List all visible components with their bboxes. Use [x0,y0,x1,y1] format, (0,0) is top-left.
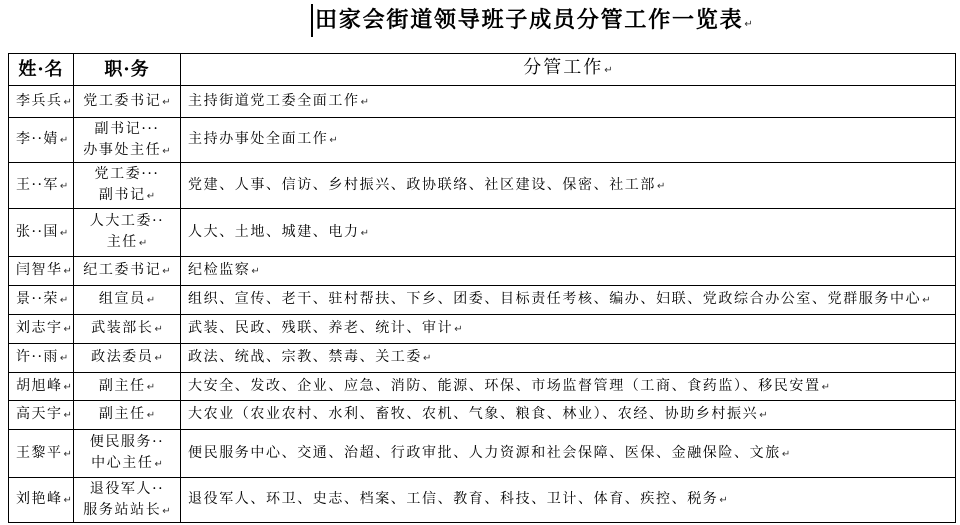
table-row [9,373,956,401]
table-row [9,286,956,315]
name-cell[interactable] [9,118,74,163]
duties-cell[interactable] [181,315,956,344]
duties-text: 主持街道党工委全面工作 ↵ [188,93,369,109]
table-row [9,257,956,286]
member-name: 李··婧 ↵ [16,131,68,147]
position-line: 服务站站长 ↵ [74,500,180,522]
position-cell[interactable] [74,286,181,315]
member-name: 张··国 ↵ [16,224,68,240]
position-line: 办事处主任 ↵ [74,140,180,162]
position-cell[interactable] [74,163,181,209]
duties-cell[interactable] [181,478,956,523]
text-cursor [311,4,313,37]
position-line: 党工委书记 ↵ [74,91,180,113]
position-cell[interactable] [74,209,181,257]
name-cell[interactable] [9,430,74,478]
position-cell[interactable] [74,86,181,118]
table-row [9,86,956,118]
member-name: 许··雨 ↵ [16,349,68,365]
position-line: 副主任 ↵ [74,376,180,398]
header-position-label: 职·务 [104,58,150,80]
position-cell[interactable] [74,257,181,286]
table-row [9,163,956,209]
member-name: 李兵兵 ↵ [16,93,72,109]
position-line: 武装部长 ↵ [74,318,180,340]
duties-cell[interactable] [181,430,956,478]
duties-text: 大农业（农业农村、水利、畜牧、农机、气象、粮食、林业）、农经、协助乡村振兴 ↵ [188,406,768,422]
title-paragraph[interactable] [315,6,753,34]
position-line: 党工委··· [94,166,160,182]
name-cell[interactable] [9,373,74,401]
member-name: 王黎平 ↵ [16,445,72,461]
table-row [9,344,956,373]
duties-cell[interactable] [181,344,956,373]
position-line: 人大工委·· [89,213,165,229]
member-name: 胡旭峰 ↵ [16,378,72,394]
table-row [9,401,956,430]
member-name: 闫智华 ↵ [16,262,72,278]
duties-text: 党建、人事、信访、乡村振兴、政协联络、社区建设、保密、社工部 ↵ [188,177,665,193]
name-cell[interactable] [9,344,74,373]
position-line: 副书记 ↵ [74,185,180,207]
duties-cell[interactable] [181,163,956,209]
table-row [9,315,956,344]
member-name: 高天宇 ↵ [16,406,72,422]
duties-cell[interactable] [181,373,956,401]
member-name: 刘志宇 ↵ [16,320,72,336]
header-name-label: 姓·名 [18,58,64,80]
name-cell[interactable] [9,163,74,209]
name-cell[interactable] [9,401,74,430]
duties-text: 武装、民政、残联、养老、统计、审计 ↵ [188,320,463,336]
position-cell[interactable] [74,315,181,344]
position-cell[interactable] [74,430,181,478]
duties-cell[interactable] [181,86,956,118]
duties-cell[interactable] [181,257,956,286]
position-line: 副主任 ↵ [74,404,180,426]
position-cell[interactable] [74,344,181,373]
table-row [9,430,956,478]
duties-text: 主持办事处全面工作 ↵ [188,131,338,147]
duties-text: 政法、统战、宗教、禁毒、关工委 ↵ [188,349,431,365]
header-cell-duties[interactable] [181,54,956,86]
position-line: 便民服务·· [89,434,165,450]
name-cell[interactable] [9,315,74,344]
name-cell[interactable] [9,86,74,118]
name-cell[interactable] [9,209,74,257]
duties-cell[interactable] [181,401,956,430]
table-row [9,209,956,257]
position-line: 中心主任 ↵ [74,453,180,475]
table-row [9,118,956,163]
document-title: 田家会街道领导班子成员分管工作一览表 ↵ [315,7,753,33]
duties-table [8,53,956,523]
duties-text: 组织、宣传、老干、驻村帮扶、下乡、团委、目标责任考核、编办、妇联、党政综合办公室、党群服务中心 ↵ [188,291,931,307]
position-cell[interactable] [74,478,181,523]
name-cell[interactable] [9,257,74,286]
header-cell-position[interactable] [74,54,181,86]
position-line: 纪工委书记 ↵ [74,260,180,282]
duties-text: 便民服务中心、交通、治超、行政审批、人力资源和社会保障、医保、金融保险、文旅 ↵ [188,445,790,461]
member-name: 王··军 ↵ [16,177,68,193]
duties-text: 大安全、发改、企业、应急、消防、能源、环保、市场监督管理（工商、食药监）、移民安置 ↵ [188,378,830,394]
table-row [9,478,956,523]
member-name: 景··荣 ↵ [16,291,68,307]
header-duties-label: 分管工作 ↵ [523,57,612,78]
header-cell-name[interactable] [9,54,74,86]
position-line: 政法委员 ↵ [74,347,180,369]
duties-text: 纪检监察 ↵ [188,262,260,278]
position-line: 退役军人·· [89,480,165,497]
position-cell[interactable] [74,373,181,401]
duties-cell[interactable] [181,209,956,257]
duties-cell[interactable] [181,118,956,163]
name-cell[interactable] [9,286,74,315]
position-line: 组宣员 ↵ [74,289,180,311]
duties-text: 人大、土地、城建、电力 ↵ [188,224,369,240]
position-cell[interactable] [74,118,181,163]
member-name: 刘艳峰 ↵ [16,491,72,507]
position-line: 主任 ↵ [74,232,180,254]
name-cell[interactable] [9,478,74,523]
table-header-row [9,54,956,86]
position-cell[interactable] [74,401,181,430]
position-line: 副书记··· [94,120,160,137]
duties-text: 退役军人、环卫、史志、档案、工信、教育、科技、卫计、体育、疾控、税务 ↵ [188,491,728,507]
duties-cell[interactable] [181,286,956,315]
